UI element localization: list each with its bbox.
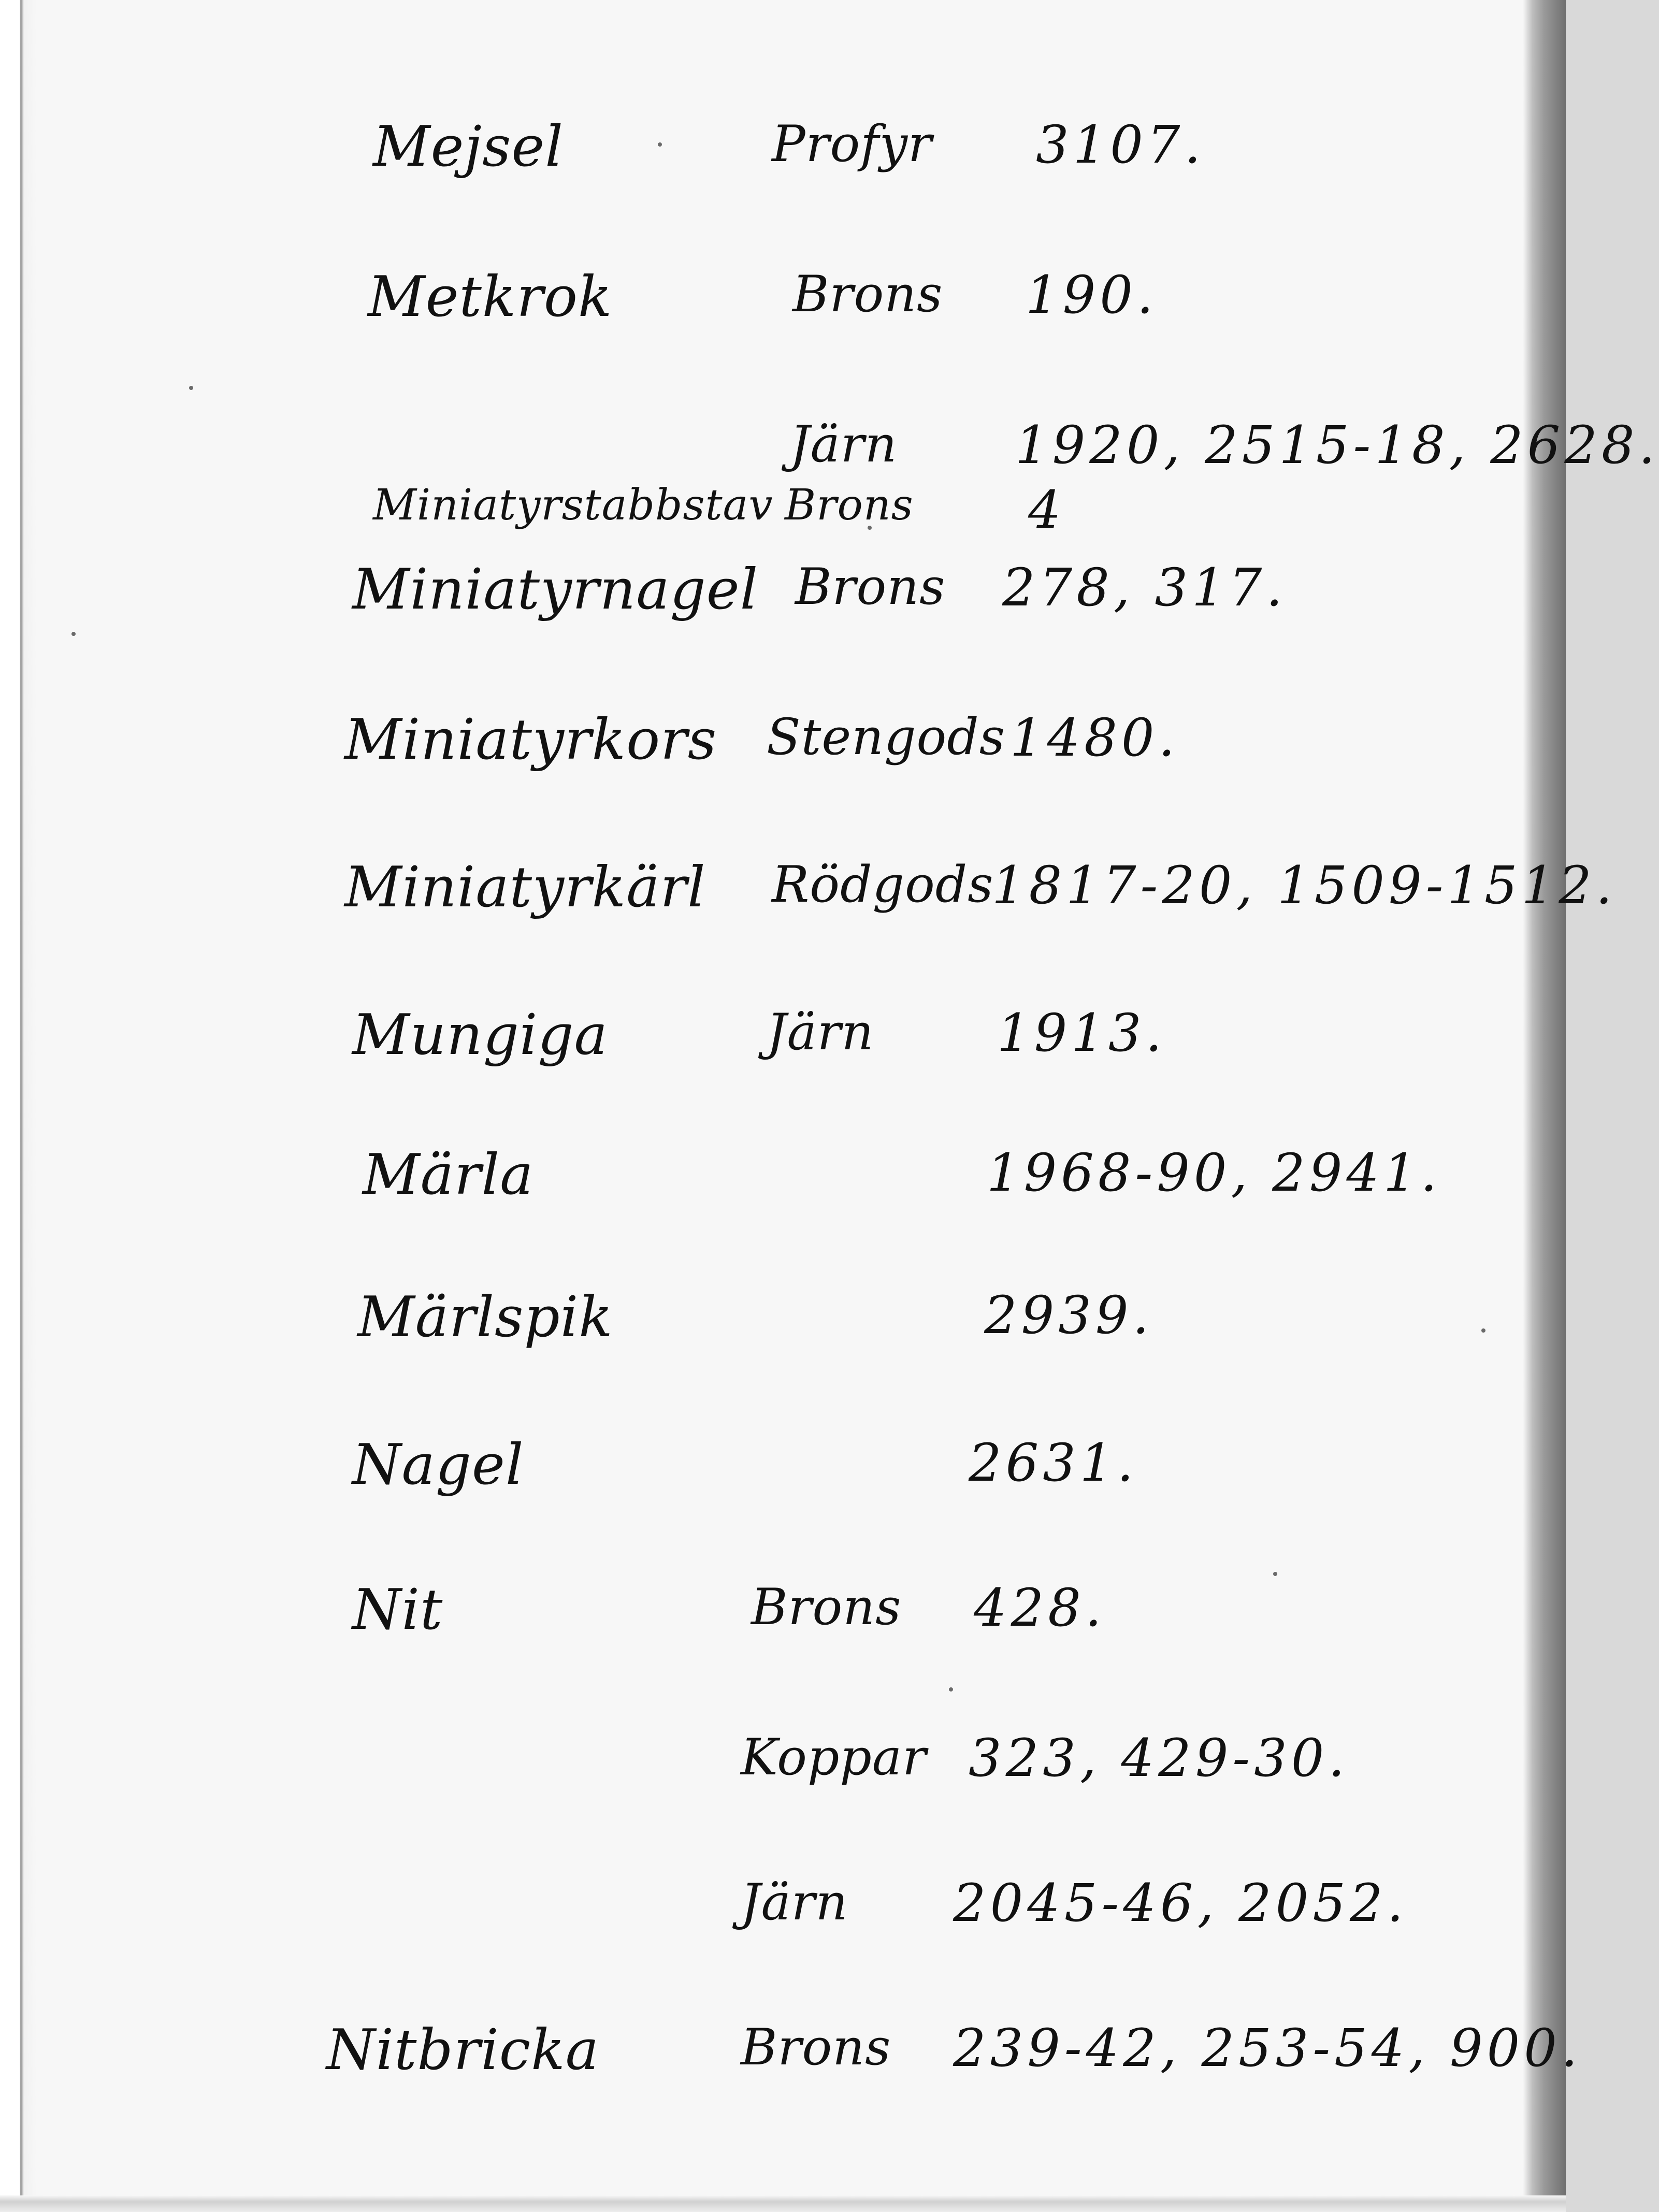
index-entry: [0, 1578, 1566, 1665]
entry-references: 1817-20, 1509-1512.: [992, 855, 1617, 916]
index-entry: [0, 557, 1566, 645]
entry-material: Järn: [790, 415, 898, 473]
index-entry: [0, 707, 1566, 795]
entry-term: Märlspik: [357, 1285, 613, 1350]
entry-material: Stengods: [767, 708, 1005, 766]
index-entry: [0, 265, 1566, 352]
entry-material: Järn: [767, 1003, 874, 1061]
entry-material: Brons: [741, 2018, 891, 2076]
ink-speck: [189, 386, 193, 390]
entry-references: 1913.: [997, 1003, 1166, 1063]
entry-material: Rödgods: [772, 856, 994, 914]
entry-material: Koppar: [741, 1728, 927, 1786]
entry-references: 428.: [974, 1578, 1106, 1638]
entry-references: 278, 317.: [1002, 557, 1287, 618]
entry-references: 2045-46, 2052.: [953, 1873, 1408, 1933]
entry-material: Brons: [792, 265, 943, 323]
entry-term: Nit: [352, 1578, 443, 1642]
entry-term: Nagel: [352, 1433, 524, 1497]
index-entry: [0, 1003, 1566, 1090]
index-entry: [0, 2018, 1582, 2105]
index-entry: [0, 1433, 1566, 1520]
entry-references: 2631.: [969, 1433, 1138, 1493]
entry-references: 323, 429-30.: [969, 1728, 1349, 1788]
entry-term: Märla: [363, 1143, 534, 1207]
entry-term: Miniatyrkärl: [344, 855, 706, 920]
entry-references: 1920, 2515-18, 2628.: [1015, 415, 1659, 475]
entry-term: Metkrok: [368, 265, 613, 329]
entry-term: Miniatyrnagel: [352, 557, 759, 622]
ink-speck: [1273, 1572, 1277, 1576]
index-entry: [0, 1728, 1566, 1815]
entry-material: Järn: [741, 1873, 848, 1931]
index-entry: [0, 480, 1566, 567]
entry-material: Profyr: [772, 115, 932, 173]
entry-material: Brons: [785, 481, 914, 530]
index-entry: [0, 1285, 1566, 1372]
entry-term: Miniatyrstabbstav: [373, 481, 773, 530]
entry-material: Brons: [795, 558, 946, 616]
index-entry: [0, 114, 1566, 202]
page-bottom-edge: [0, 2195, 1566, 2212]
entry-term: Nitbricka: [326, 2018, 600, 2083]
entry-term: Mejsel: [373, 114, 564, 179]
ink-speck: [949, 1687, 953, 1691]
entry-references: 239-42, 253-54, 900.: [953, 2018, 1582, 2078]
entry-references: 2939.: [984, 1285, 1153, 1346]
entry-references: 4: [1028, 480, 1065, 540]
index-entry: [0, 1873, 1566, 1960]
entry-term: Miniatyrkors: [344, 707, 717, 772]
index-entry: [0, 1143, 1566, 1230]
entry-references: 1968-90, 2941.: [987, 1143, 1441, 1203]
entry-material: Brons: [751, 1578, 902, 1636]
entry-references: 1480.: [1010, 707, 1179, 768]
entry-references: 190.: [1026, 265, 1158, 325]
entry-references: 3107.: [1036, 114, 1205, 175]
entry-term: Mungiga: [352, 1003, 608, 1067]
index-entry: [0, 855, 1617, 943]
